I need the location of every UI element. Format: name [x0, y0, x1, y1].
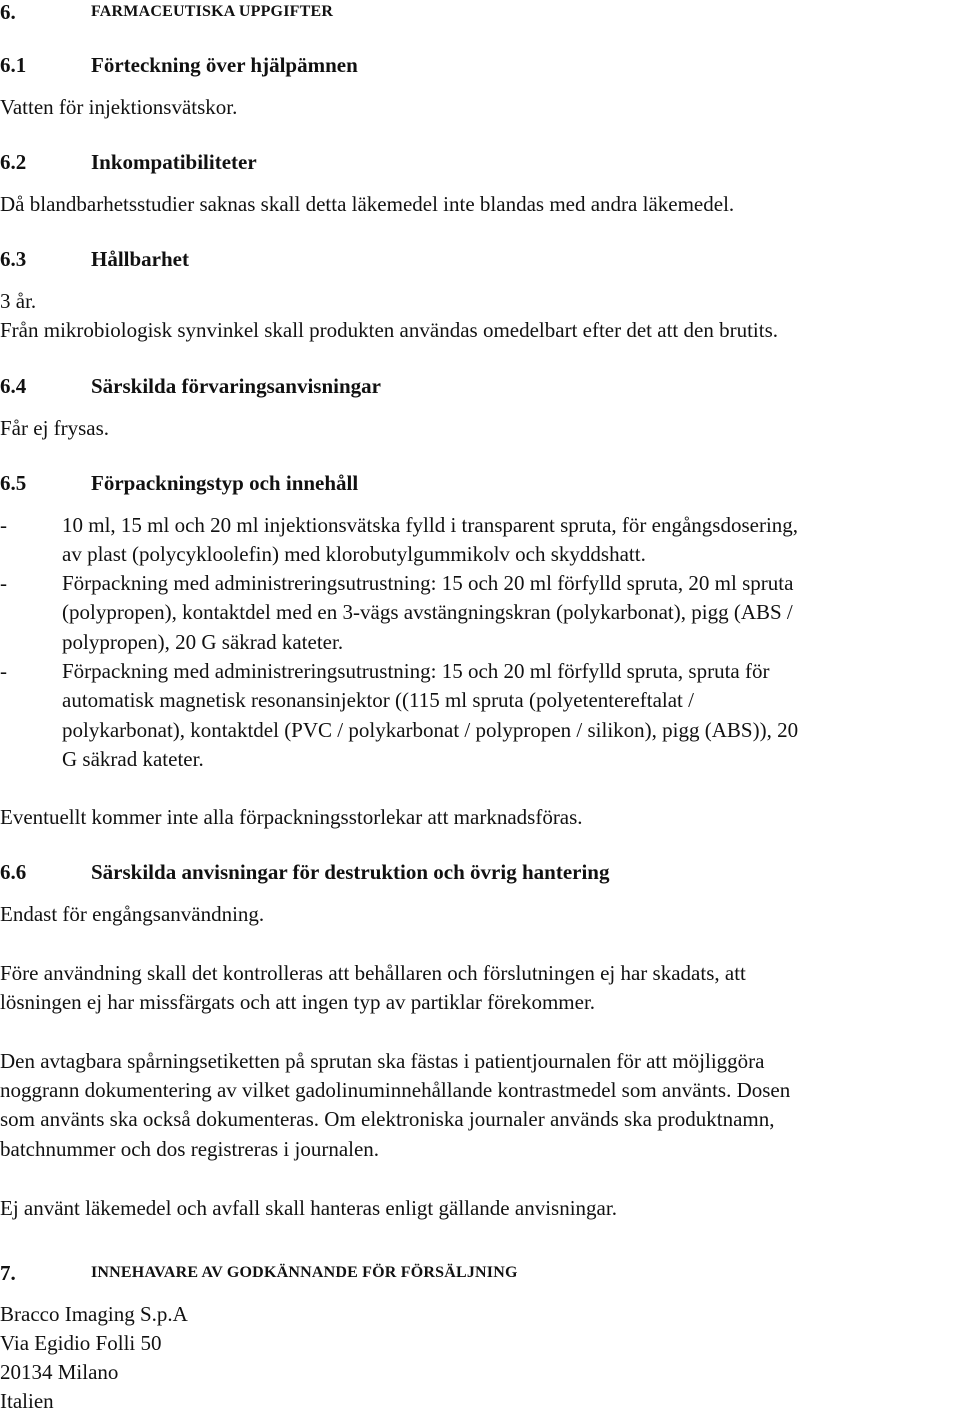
subsection-title: Förpackningstyp och innehåll	[91, 471, 359, 495]
list-item-text: Förpackning med administreringsutrustning: 15 och 20 ml förfylld spruta, spruta för	[62, 659, 770, 683]
subsection-title: Särskilda anvisningar för destruktion och övrig hantering	[91, 860, 610, 884]
list-item-text: av plast (polycykloolefin) med klorobutylgummikolv och skyddshatt.	[62, 542, 646, 566]
list-item-text: polykarbonat), kontaktdel (PVC / polykarbonat / polypropen / silikon), pigg (ABS)), 20	[62, 718, 799, 742]
list-item-text: 10 ml, 15 ml och 20 ml injektionsvätska fylld i transparent spruta, för engångsdosering,	[62, 513, 799, 537]
section-title: INNEHAVARE AV GODKÄNNANDE FÖR FÖRSÄLJNING	[91, 1264, 518, 1281]
paragraph: Då blandbarhetsstudier saknas skall detta läkemedel inte blandas med andra läkemedel.	[0, 192, 735, 216]
paragraph-line: Den avtagbara spårningsetiketten på sprutan ska fästas i patientjournalen för att möjliggöra	[0, 1049, 765, 1073]
section-number: 6.	[0, 0, 16, 24]
paragraph-line: noggrann dokumentering av vilket gadolinuminnehållande kontrastmedel som använts. Dosen	[0, 1078, 791, 1102]
address-line: Via Egidio Folli 50	[0, 1331, 162, 1355]
list-item-text: Förpackning med administreringsutrustning: 15 och 20 ml förfylld spruta, 20 ml spruta	[62, 571, 794, 595]
paragraph: Vatten för injektionsvätskor.	[0, 95, 238, 119]
list-item-text: (polypropen), kontaktdel med en 3-vägs avstängningskran (polykarbonat), pigg (ABS /	[62, 600, 793, 624]
paragraph: Från mikrobiologisk synvinkel skall produkten användas omedelbart efter det att den brutits.	[0, 318, 778, 342]
subsection-6-1-heading	[0, 53, 960, 77]
subsection-number: 6.6	[0, 860, 27, 884]
bullet-dash: -	[0, 571, 7, 595]
list-item	[0, 659, 960, 683]
subsection-6-6-heading	[0, 860, 960, 884]
subsection-title: Särskilda förvaringsanvisningar	[91, 374, 381, 398]
paragraph: Ej använt läkemedel och avfall skall hanteras enligt gällande anvisningar.	[0, 1196, 617, 1220]
bullet-dash: -	[0, 659, 7, 683]
list-item-text: automatisk magnetisk resonansinjektor ((115 ml spruta (polyetentereftalat /	[62, 688, 694, 712]
subsection-6-2-heading	[0, 150, 960, 174]
subsection-number: 6.2	[0, 150, 27, 174]
subsection-title: Inkompatibiliteter	[91, 150, 257, 174]
subsection-number: 6.3	[0, 247, 27, 271]
subsection-6-5-heading	[0, 471, 960, 495]
paragraph: 3 år.	[0, 289, 37, 313]
paragraph: Får ej frysas.	[0, 416, 110, 440]
subsection-title: Förteckning över hjälpämnen	[91, 53, 358, 77]
paragraph-line: batchnummer och dos registreras i journalen.	[0, 1137, 380, 1161]
section-7-heading	[0, 1261, 960, 1285]
subsection-number: 6.4	[0, 374, 27, 398]
section-6-heading	[0, 0, 960, 24]
section-title: FARMACEUTISKA UPPGIFTER	[91, 3, 334, 20]
paragraph: Eventuellt kommer inte alla förpackningsstorlekar att marknadsföras.	[0, 805, 583, 829]
bullet-dash: -	[0, 513, 7, 537]
paragraph-line: Före användning skall det kontrolleras att behållaren och förslutningen ej har skadats, att	[0, 961, 746, 985]
list-item-text: polypropen), 20 G säkrad kateter.	[62, 630, 344, 654]
paragraph: Endast för engångsanvändning.	[0, 902, 265, 926]
list-item-text: G säkrad kateter.	[62, 747, 204, 771]
address-line: Bracco Imaging S.p.A	[0, 1302, 188, 1326]
paragraph-line: som använts ska också dokumenteras. Om elektroniska journaler används ska produktnamn,	[0, 1107, 775, 1131]
list-item	[0, 571, 960, 595]
subsection-6-4-heading	[0, 374, 960, 398]
subsection-6-3-heading	[0, 247, 960, 271]
section-number: 7.	[0, 1261, 16, 1285]
paragraph-line: lösningen ej har missfärgats och att ingen typ av partiklar förekommer.	[0, 990, 596, 1014]
subsection-number: 6.5	[0, 471, 27, 495]
subsection-title: Hållbarhet	[91, 247, 189, 271]
address-line: Italien	[0, 1389, 54, 1413]
list-item	[0, 513, 960, 537]
address-line: 20134 Milano	[0, 1360, 119, 1384]
subsection-number: 6.1	[0, 53, 27, 77]
